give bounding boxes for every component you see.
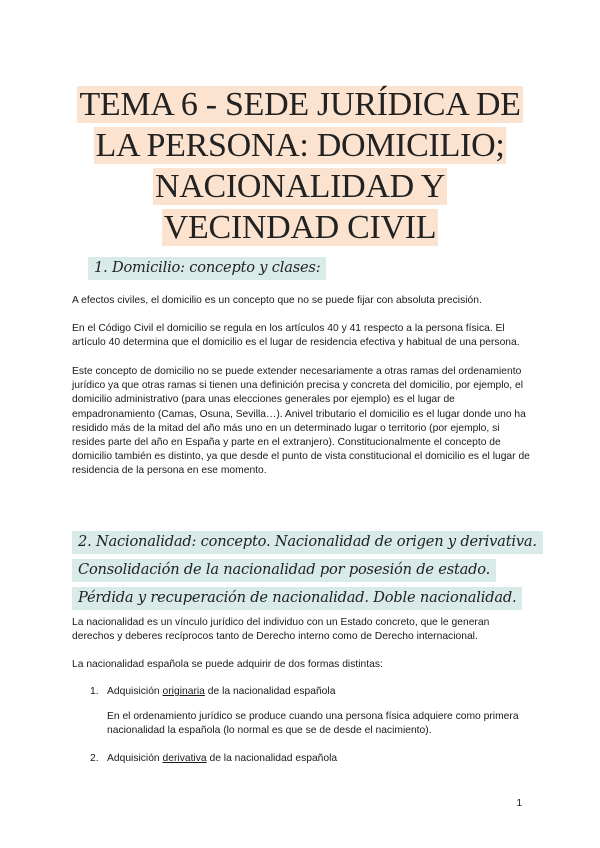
underlined-term: originaria: [162, 686, 205, 697]
paragraph: La nacionalidad es un vínculo jurídico del individuo con un Estado concreto, que le generan derechos y deberes recíprocos tanto de Derecho interno como de Derecho internacional.: [72, 617, 490, 643]
list-item-number: 1.: [90, 686, 99, 697]
title-text: TEMA 6 - SEDE JURÍDICA DE LA PERSONA: DOMICILIO; NACIONALIDAD Y VECINDAD CIVIL: [79, 86, 521, 246]
underlined-term: derivativa: [162, 753, 207, 764]
paragraph: Este concepto de domicilio no se puede extender necesariamente a otras ramas del ordenamiento jurídico ya que otras ramas si tienen una definición precisa y concreta del domicilio, por ejemplo, el domicilio administrativo (para unas elecciones generales por ejemplo) es el lugar de empadronamiento (Camas, Osuna, Sevilla…). Anivel tributario el domicilio es el lugar donde uno ha residido más de la mitad del año más uno en un determinado lugar o territorio (por ejemplo, si resides parte del año en España y parte en el extranjero). Constitucionalmente el concepto de domicilio también es distinto, ya que desde el punto de vista constitucional el domicilio es el lugar de residencia de la persona en ese momento.: [72, 366, 530, 477]
page-title: [70, 84, 530, 248]
list-item: Adquisición originaria de la nacionalidad española: [107, 686, 336, 697]
paragraph: La nacionalidad española se puede adquirir de dos formas distintas:: [72, 659, 383, 670]
section-1-heading: 1. Domicilio: concepto y clases:: [88, 259, 388, 276]
list-item-body: En el ordenamiento jurídico se produce cuando una persona física adquiere como primera nacionalidad la española (lo normal es que se de desde el nacimiento).: [107, 711, 519, 737]
list-item-number: 2.: [90, 753, 99, 764]
list-item: Adquisición derivativa de la nacionalidad española: [107, 753, 338, 764]
paragraph: A efectos civiles, el domicilio es un concepto que no se puede fijar con absoluta precisión.: [72, 295, 482, 306]
section-2-heading: 2. Nacionalidad: concepto. Nacionalidad de origen y derivativa. Consolidación de la nacionalidad por posesión de estado. Pérdida y recuperación de nacionalidad. Doble nacionalidad.: [72, 528, 542, 612]
page-number: 1: [516, 798, 522, 809]
paragraph: En el Código Civil el domicilio se regula en los artículos 40 y 41 respecto a la persona física. El artículo 40 determina que el domicilio es el lugar de residencia efectiva y habitual de una persona.: [72, 323, 520, 349]
